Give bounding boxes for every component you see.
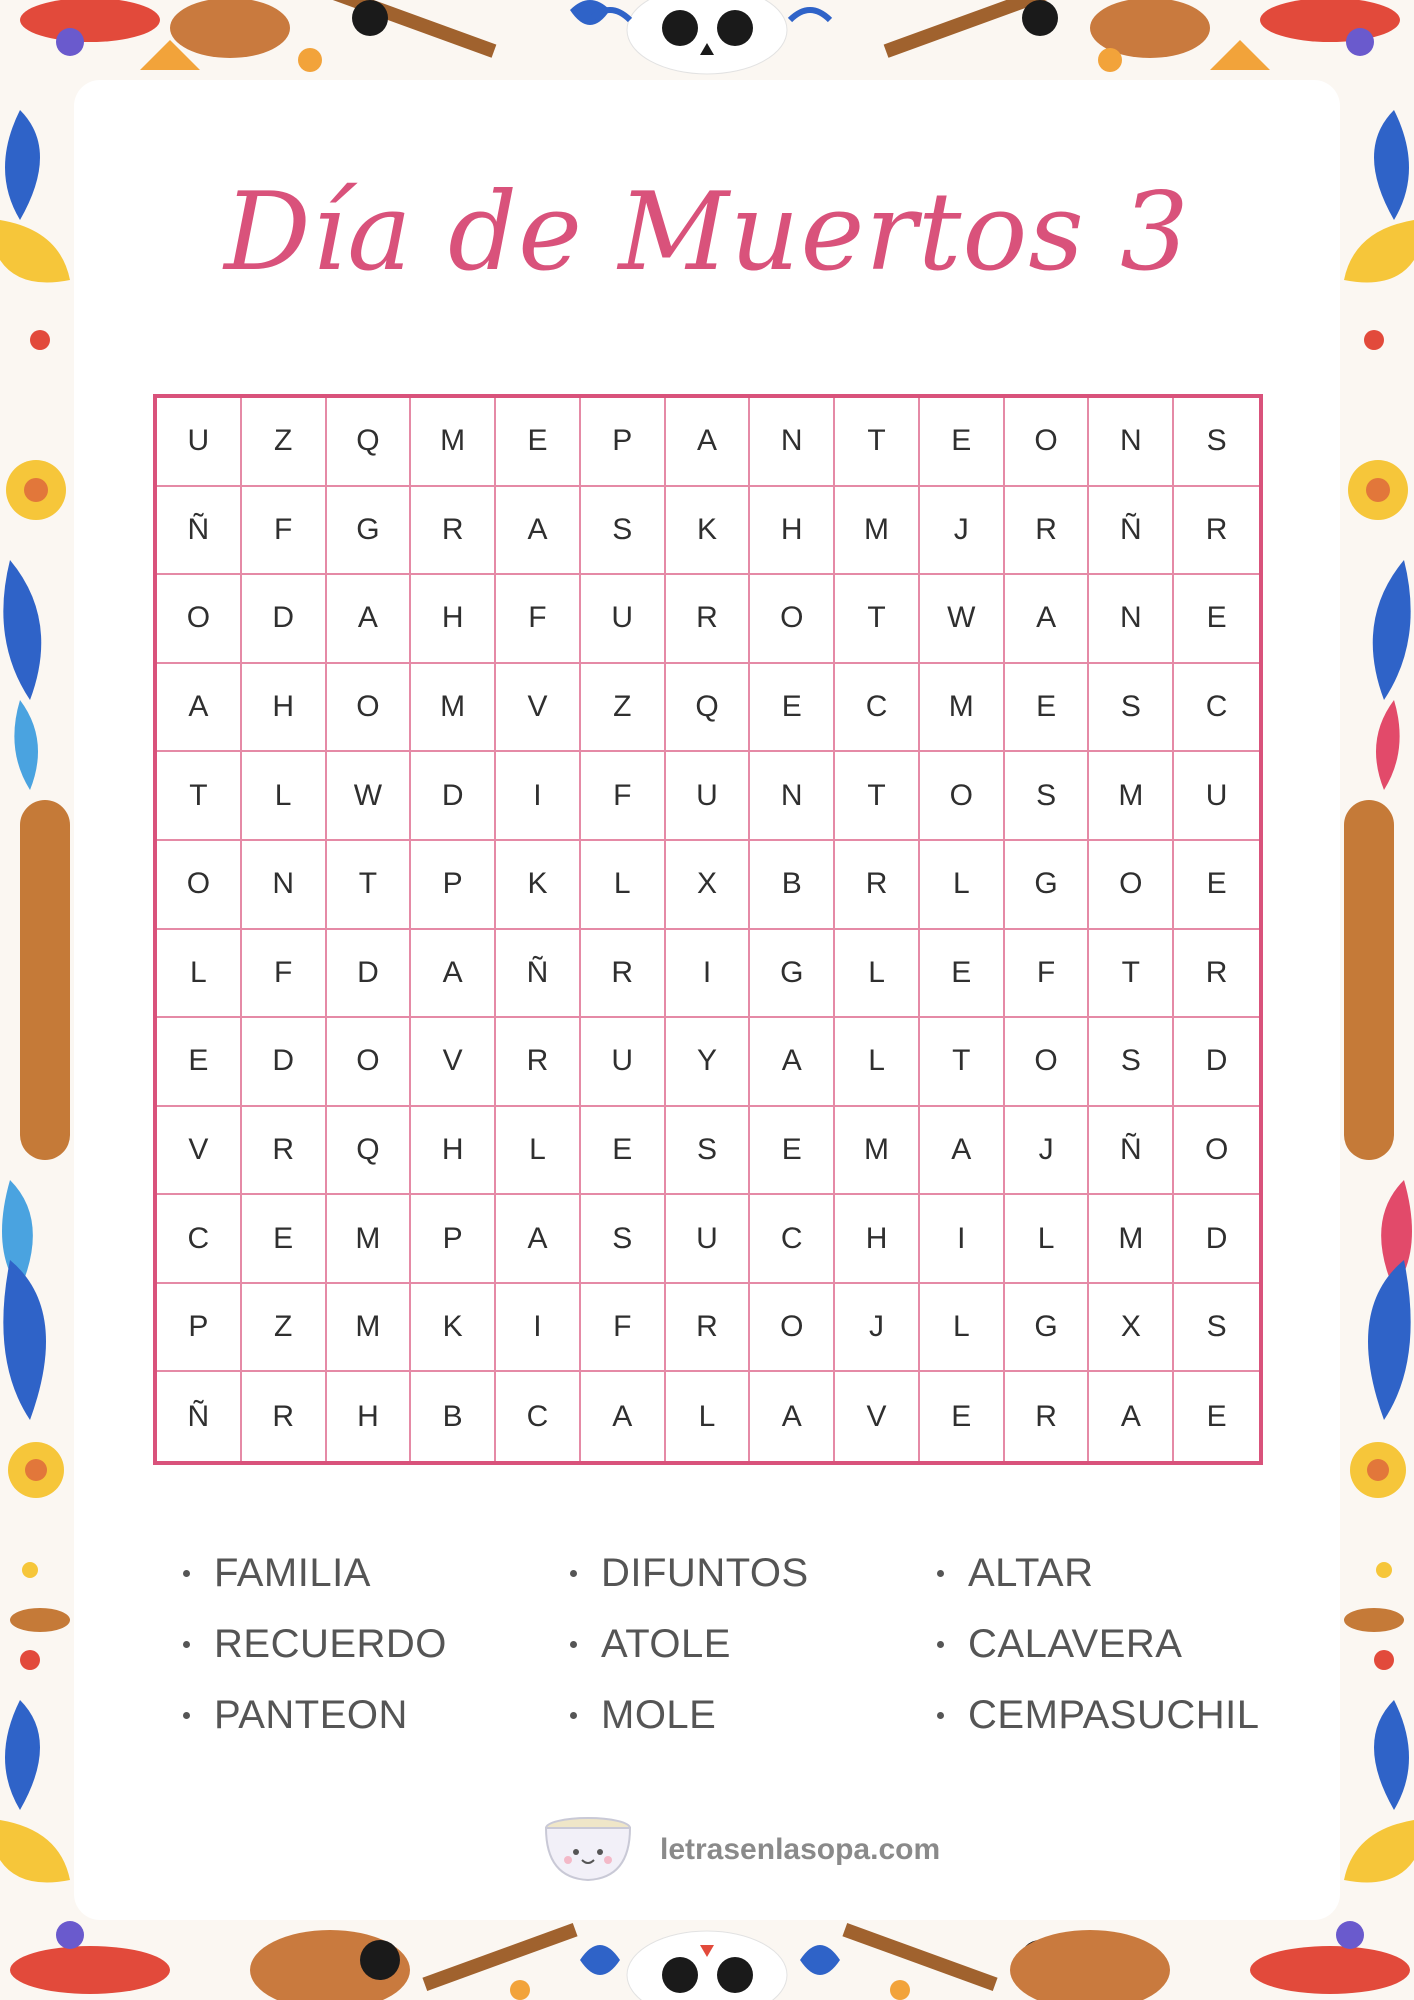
word-label: PANTEON: [214, 1693, 408, 1737]
grid-cell[interactable]: A: [750, 1372, 835, 1461]
grid-cell[interactable]: F: [1005, 930, 1090, 1019]
grid-cell[interactable]: M: [327, 1195, 412, 1284]
grid-cell[interactable]: S: [581, 487, 666, 576]
grid-cell[interactable]: T: [1089, 930, 1174, 1019]
bowl-mascot-icon: [540, 1814, 636, 1886]
grid-cell[interactable]: V: [496, 664, 581, 753]
grid-cell[interactable]: M: [1089, 752, 1174, 841]
grid-cell[interactable]: H: [411, 1107, 496, 1196]
grid-cell[interactable]: R: [1005, 1372, 1090, 1461]
grid-cell[interactable]: Z: [242, 398, 327, 487]
grid-cell[interactable]: L: [835, 1018, 920, 1107]
word-list-item: [570, 1538, 809, 1609]
grid-cell[interactable]: M: [835, 1107, 920, 1196]
grid-cell[interactable]: Ñ: [157, 487, 242, 576]
grid-cell[interactable]: S: [1174, 1284, 1259, 1373]
word-list-item: [183, 1609, 447, 1680]
grid-cell[interactable]: R: [835, 841, 920, 930]
grid-cell[interactable]: E: [1174, 575, 1259, 664]
grid-cell[interactable]: E: [750, 664, 835, 753]
grid-cell[interactable]: T: [327, 841, 412, 930]
grid-cell[interactable]: L: [666, 1372, 751, 1461]
grid-cell[interactable]: M: [1089, 1195, 1174, 1284]
grid-cell[interactable]: R: [496, 1018, 581, 1107]
word-label: CEMPASUCHIL: [968, 1693, 1260, 1737]
grid-cell[interactable]: E: [920, 1372, 1005, 1461]
bullet-icon: [183, 1641, 190, 1648]
grid-cell[interactable]: N: [750, 398, 835, 487]
grid-cell[interactable]: D: [242, 575, 327, 664]
grid-cell[interactable]: C: [1174, 664, 1259, 753]
grid-cell[interactable]: Q: [327, 398, 412, 487]
word-label: CALAVERA: [968, 1622, 1183, 1666]
grid-cell[interactable]: D: [411, 752, 496, 841]
footer: [540, 1814, 940, 1886]
grid-cell[interactable]: R: [666, 575, 751, 664]
grid-cell[interactable]: E: [157, 1018, 242, 1107]
grid-cell[interactable]: R: [581, 930, 666, 1019]
grid-cell[interactable]: D: [1174, 1195, 1259, 1284]
grid-cell[interactable]: U: [581, 1018, 666, 1107]
grid-cell[interactable]: T: [835, 575, 920, 664]
grid-cell[interactable]: S: [1089, 664, 1174, 753]
grid-cell[interactable]: E: [920, 398, 1005, 487]
grid-cell[interactable]: S: [1174, 398, 1259, 487]
grid-cell[interactable]: G: [1005, 1284, 1090, 1373]
grid-cell[interactable]: G: [1005, 841, 1090, 930]
grid-cell[interactable]: S: [581, 1195, 666, 1284]
grid-cell[interactable]: A: [581, 1372, 666, 1461]
grid-cell[interactable]: P: [581, 398, 666, 487]
grid-cell[interactable]: D: [242, 1018, 327, 1107]
word-list-item: [570, 1680, 809, 1751]
grid-cell[interactable]: Z: [242, 1284, 327, 1373]
grid-cell[interactable]: W: [327, 752, 412, 841]
grid-cell[interactable]: Q: [327, 1107, 412, 1196]
grid-cell[interactable]: R: [1174, 487, 1259, 576]
bullet-icon: [570, 1712, 577, 1719]
grid-cell[interactable]: X: [666, 841, 751, 930]
page-title: Día de Muertos 3: [224, 170, 1190, 295]
grid-cell[interactable]: L: [157, 930, 242, 1019]
grid-cell[interactable]: K: [496, 841, 581, 930]
grid-cell[interactable]: I: [496, 1284, 581, 1373]
grid-cell[interactable]: J: [835, 1284, 920, 1373]
grid-cell[interactable]: I: [666, 930, 751, 1019]
grid-cell[interactable]: M: [835, 487, 920, 576]
grid-cell[interactable]: A: [1005, 575, 1090, 664]
bullet-icon: [183, 1712, 190, 1719]
grid-cell[interactable]: O: [1005, 398, 1090, 487]
word-list-item: [183, 1538, 447, 1609]
grid-cell[interactable]: D: [327, 930, 412, 1019]
grid-cell[interactable]: R: [242, 1107, 327, 1196]
grid-cell[interactable]: U: [666, 1195, 751, 1284]
grid-cell[interactable]: N: [242, 841, 327, 930]
grid-cell[interactable]: H: [411, 575, 496, 664]
bullet-icon: [183, 1570, 190, 1577]
grid-cell[interactable]: E: [242, 1195, 327, 1284]
word-list-column: [570, 1538, 809, 1751]
grid-cell[interactable]: R: [1174, 930, 1259, 1019]
grid-cell[interactable]: F: [496, 575, 581, 664]
grid-cell[interactable]: A: [1089, 1372, 1174, 1461]
grid-cell[interactable]: O: [157, 575, 242, 664]
grid-cell[interactable]: T: [835, 752, 920, 841]
grid-cell[interactable]: Y: [666, 1018, 751, 1107]
word-label: FAMILIA: [214, 1551, 371, 1595]
grid-cell[interactable]: E: [920, 930, 1005, 1019]
grid-cell[interactable]: S: [666, 1107, 751, 1196]
grid-cell[interactable]: O: [1174, 1107, 1259, 1196]
grid-cell[interactable]: A: [496, 1195, 581, 1284]
bullet-icon: [937, 1570, 944, 1577]
grid-cell[interactable]: Ñ: [1089, 1107, 1174, 1196]
grid-cell[interactable]: A: [157, 664, 242, 753]
word-label: ATOLE: [601, 1622, 731, 1666]
grid-cell[interactable]: H: [750, 487, 835, 576]
grid-cell[interactable]: R: [1005, 487, 1090, 576]
grid-cell[interactable]: Q: [666, 664, 751, 753]
grid-cell[interactable]: H: [242, 664, 327, 753]
grid-cell[interactable]: F: [242, 930, 327, 1019]
website-link[interactable]: letrasenlasopa.com: [660, 1833, 941, 1866]
grid-cell[interactable]: Ñ: [1089, 487, 1174, 576]
grid-cell[interactable]: H: [835, 1195, 920, 1284]
grid-cell[interactable]: V: [411, 1018, 496, 1107]
grid-cell[interactable]: L: [496, 1107, 581, 1196]
grid-cell[interactable]: P: [411, 841, 496, 930]
grid-cell[interactable]: A: [666, 398, 751, 487]
grid-cell[interactable]: M: [411, 398, 496, 487]
grid-cell[interactable]: I: [496, 752, 581, 841]
grid-cell[interactable]: W: [920, 575, 1005, 664]
grid-cell[interactable]: S: [1005, 752, 1090, 841]
word-list-column: [183, 1538, 447, 1751]
grid-cell[interactable]: A: [496, 487, 581, 576]
grid-cell[interactable]: A: [411, 930, 496, 1019]
grid-cell[interactable]: O: [327, 664, 412, 753]
grid-cell[interactable]: M: [411, 664, 496, 753]
grid-cell[interactable]: G: [750, 930, 835, 1019]
grid-cell[interactable]: E: [581, 1107, 666, 1196]
grid-cell[interactable]: X: [1089, 1284, 1174, 1373]
grid-cell[interactable]: K: [411, 1284, 496, 1373]
grid-cell[interactable]: O: [750, 1284, 835, 1373]
grid-cell[interactable]: N: [1089, 575, 1174, 664]
grid-cell[interactable]: F: [581, 752, 666, 841]
grid-cell[interactable]: O: [1005, 1018, 1090, 1107]
word-list-column: [937, 1538, 1259, 1751]
word-list-item: [183, 1680, 447, 1751]
word-search-grid: [153, 394, 1263, 1465]
grid-cell[interactable]: E: [1206, 1399, 1227, 1433]
grid-cell[interactable]: L: [581, 841, 666, 930]
grid-cell[interactable]: F: [242, 487, 327, 576]
grid-cell[interactable]: T: [920, 1018, 1005, 1107]
word-list: [0, 1538, 1414, 1758]
grid-cell[interactable]: N: [1089, 398, 1174, 487]
grid-cell[interactable]: O: [920, 752, 1005, 841]
grid-cell[interactable]: R: [666, 1284, 751, 1373]
grid-cell[interactable]: A: [327, 575, 412, 664]
grid-cell[interactable]: I: [920, 1195, 1005, 1284]
grid-cell[interactable]: J: [920, 487, 1005, 576]
grid-cell[interactable]: U: [1174, 752, 1259, 841]
word-label: MOLE: [601, 1693, 717, 1737]
word-list-item: [570, 1609, 809, 1680]
grid-cell[interactable]: A: [920, 1107, 1005, 1196]
grid-cell[interactable]: T: [157, 752, 242, 841]
grid-cell[interactable]: R: [411, 487, 496, 576]
word-label: RECUERDO: [214, 1622, 447, 1666]
grid-cell[interactable]: L: [1005, 1195, 1090, 1284]
grid-cell[interactable]: V: [835, 1372, 920, 1461]
grid-cell[interactable]: A: [750, 1018, 835, 1107]
grid-cell[interactable]: G: [327, 487, 412, 576]
bullet-icon: [570, 1641, 577, 1648]
grid-cell[interactable]: Ñ: [496, 930, 581, 1019]
grid-cell[interactable]: U: [157, 398, 242, 487]
grid-cell[interactable]: M: [327, 1284, 412, 1373]
grid-cell[interactable]: E: [1005, 664, 1090, 753]
grid-cell[interactable]: U: [581, 575, 666, 664]
grid-cell[interactable]: L: [242, 752, 327, 841]
word-list-item: [937, 1680, 1259, 1751]
grid-cell[interactable]: P: [157, 1284, 242, 1373]
grid-cell[interactable]: S: [1089, 1018, 1174, 1107]
grid-cell[interactable]: O: [750, 575, 835, 664]
grid-cell[interactable]: R: [242, 1372, 327, 1461]
grid-cell[interactable]: K: [666, 487, 751, 576]
grid-cell[interactable]: C: [835, 664, 920, 753]
grid-cell[interactable]: E: [1174, 841, 1259, 930]
grid-cell[interactable]: V: [157, 1107, 242, 1196]
bullet-icon: [937, 1712, 944, 1719]
grid-cell[interactable]: J: [1005, 1107, 1090, 1196]
grid-cell[interactable]: H: [327, 1372, 412, 1461]
grid-cell[interactable]: Ñ: [157, 1372, 242, 1461]
word-label: DIFUNTOS: [601, 1551, 809, 1595]
word-list-item: [937, 1609, 1259, 1680]
grid-cell[interactable]: O: [157, 841, 242, 930]
grid-cell[interactable]: B: [411, 1372, 496, 1461]
grid-cell[interactable]: L: [920, 1284, 1005, 1373]
grid-cell[interactable]: E: [750, 1107, 835, 1196]
grid-cell[interactable]: C: [750, 1195, 835, 1284]
word-list-item: [937, 1538, 1259, 1609]
grid-cell[interactable]: N: [750, 752, 835, 841]
grid-cell[interactable]: B: [750, 841, 835, 930]
grid-cell[interactable]: L: [835, 930, 920, 1019]
grid-cell[interactable]: M: [920, 664, 1005, 753]
grid-cell[interactable]: U: [666, 752, 751, 841]
grid-cell[interactable]: C: [157, 1195, 242, 1284]
grid-cell[interactable]: D: [1174, 1018, 1259, 1107]
bullet-icon: [937, 1641, 944, 1648]
grid-cell[interactable]: Z: [581, 664, 666, 753]
grid-cell[interactable]: L: [920, 841, 1005, 930]
grid-cell[interactable]: T: [835, 398, 920, 487]
bullet-icon: [570, 1570, 577, 1577]
grid-cell[interactable]: E: [496, 398, 581, 487]
grid-cell[interactable]: F: [581, 1284, 666, 1373]
grid-cell[interactable]: O: [327, 1018, 412, 1107]
word-label: ALTAR: [968, 1551, 1094, 1595]
grid-cell[interactable]: O: [1089, 841, 1174, 930]
grid-cell[interactable]: P: [411, 1195, 496, 1284]
grid-cell[interactable]: C: [496, 1372, 581, 1461]
